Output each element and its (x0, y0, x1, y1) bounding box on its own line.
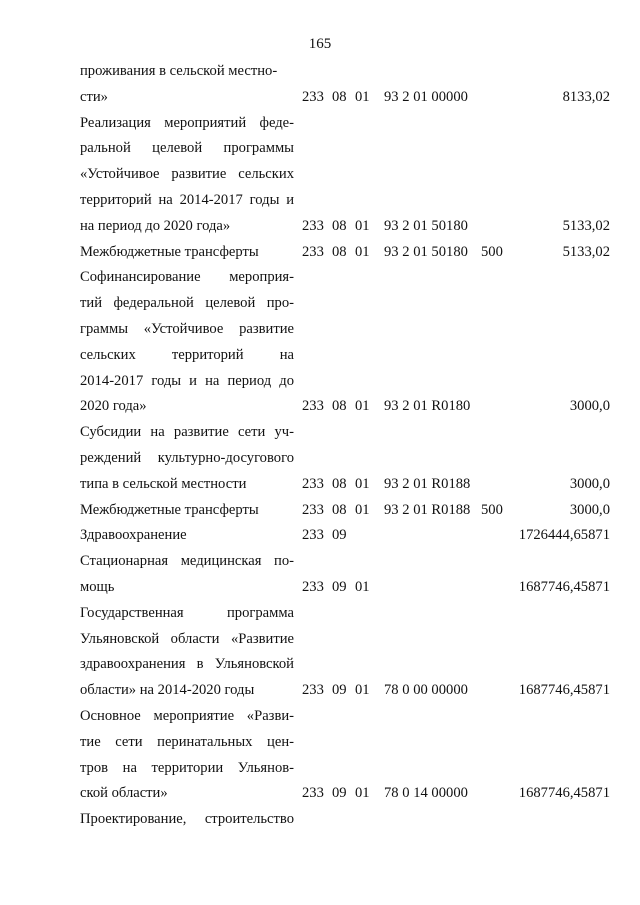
table-row (0, 549, 640, 575)
item-name-text: области» на 2014-2020 годы (80, 682, 255, 699)
ministry-code: 233 (302, 578, 324, 595)
table-row (0, 756, 640, 782)
amount: 1687746,45871 (518, 785, 610, 802)
ministry-code: 233 (302, 527, 324, 544)
item-name-text: «Устойчивое развитие сельских (80, 166, 294, 183)
table-row (0, 652, 640, 678)
section-code: 09 (332, 682, 347, 699)
item-name-text: тий федеральной целевой про- (80, 295, 294, 312)
item-name-text: Софинансирование мероприя- (80, 269, 294, 286)
table-row (0, 85, 640, 111)
item-name-text: ской области» (80, 785, 168, 802)
section-code: 08 (332, 217, 347, 234)
amount: 1687746,45871 (518, 578, 610, 595)
target-article-code: 78 0 14 00000 (384, 785, 468, 802)
target-article-code: 93 2 01 50180 (384, 217, 468, 234)
table-row (0, 188, 640, 214)
table-row (0, 704, 640, 730)
item-name-text: 2020 года» (80, 398, 147, 415)
subsection-code: 01 (355, 578, 370, 595)
item-name-text: типа в сельской местности (80, 475, 247, 492)
item-name-text: сти» (80, 88, 108, 105)
target-article-code: 78 0 00 00000 (384, 682, 468, 699)
item-name-text: мощь (80, 578, 115, 595)
item-name-text: граммы «Устойчивое развитие (80, 320, 294, 337)
item-name-text: Основное мероприятие «Разви- (80, 707, 294, 724)
subsection-code: 01 (355, 475, 370, 492)
table-row (0, 575, 640, 601)
table-row (0, 498, 640, 524)
subsection-code: 01 (355, 785, 370, 802)
subsection-code: 01 (355, 398, 370, 415)
item-name-text: Межбюджетные трансферты (80, 243, 259, 260)
expense-type-code: 500 (481, 501, 503, 518)
table-row (0, 781, 640, 807)
item-name-text: тров на территории Ульянов- (80, 759, 294, 776)
table-row (0, 343, 640, 369)
item-name-text: на период до 2020 года» (80, 217, 231, 234)
subsection-code: 01 (355, 243, 370, 260)
table-row (0, 369, 640, 395)
ministry-code: 233 (302, 785, 324, 802)
amount: 5133,02 (562, 217, 610, 234)
table-row (0, 627, 640, 653)
table-row (0, 394, 640, 420)
subsection-code: 01 (355, 501, 370, 518)
amount: 1726444,65871 (518, 527, 610, 544)
item-name-text: реждений культурно-досугового (80, 449, 294, 466)
item-name-text: Реализация мероприятий феде- (80, 114, 294, 131)
table-row (0, 59, 640, 85)
amount: 1687746,45871 (518, 682, 610, 699)
item-name-text: Здравоохранение (80, 527, 187, 544)
item-name-text: ральной целевой программы (80, 140, 294, 157)
table-row (0, 420, 640, 446)
section-code: 08 (332, 398, 347, 415)
table-row (0, 291, 640, 317)
expense-type-code: 500 (481, 243, 503, 260)
table-row (0, 317, 640, 343)
table-row (0, 136, 640, 162)
table-row (0, 678, 640, 704)
amount: 5133,02 (562, 243, 610, 260)
item-name-text: здравоохранения в Ульяновской (80, 656, 294, 673)
amount: 3000,0 (569, 475, 610, 492)
table-row (0, 162, 640, 188)
section-code: 09 (332, 527, 347, 544)
section-code: 09 (332, 578, 347, 595)
item-name-text: Ульяновской области «Развитие (80, 630, 294, 647)
page-number: 165 (308, 36, 332, 52)
table-row (0, 214, 640, 240)
ministry-code: 233 (302, 682, 324, 699)
item-name-text: Проектирование, строительство (80, 811, 294, 828)
table-row (0, 523, 640, 549)
target-article-code: 93 2 01 50180 (384, 243, 468, 260)
ministry-code: 233 (302, 398, 324, 415)
item-name-text: Межбюджетные трансферты (80, 501, 259, 518)
target-article-code: 93 2 01 R0180 (384, 398, 471, 415)
ministry-code: 233 (302, 475, 324, 492)
table-row (0, 265, 640, 291)
subsection-code: 01 (355, 217, 370, 234)
item-name-text: сельских территорий на (80, 346, 294, 363)
amount: 3000,0 (569, 398, 610, 415)
section-code: 09 (332, 785, 347, 802)
budget-table (0, 59, 640, 833)
ministry-code: 233 (302, 217, 324, 234)
item-name-text: Субсидии на развитие сети уч- (80, 424, 294, 441)
section-code: 08 (332, 243, 347, 260)
section-code: 08 (332, 88, 347, 105)
table-row (0, 730, 640, 756)
item-name-text: проживания в сельской местно- (80, 63, 278, 79)
item-name-text: Государственная программа (80, 604, 294, 621)
table-row (0, 446, 640, 472)
table-row (0, 111, 640, 137)
ministry-code: 233 (302, 243, 324, 260)
item-name-text: 2014-2017 годы и на период до (80, 372, 294, 389)
subsection-code: 01 (355, 682, 370, 699)
ministry-code: 233 (302, 501, 324, 518)
table-row (0, 601, 640, 627)
item-name-text: тие сети перинатальных цен- (80, 733, 294, 750)
table-row (0, 472, 640, 498)
amount: 3000,0 (569, 501, 610, 518)
table-row (0, 240, 640, 266)
target-article-code: 93 2 01 R0188 (384, 475, 471, 492)
item-name-text: Стационарная медицинская по- (80, 553, 294, 570)
table-row (0, 807, 640, 833)
section-code: 08 (332, 501, 347, 518)
target-article-code: 93 2 01 00000 (384, 88, 468, 105)
item-name-text: территорий на 2014-2017 годы и (80, 191, 294, 208)
section-code: 08 (332, 475, 347, 492)
amount: 8133,02 (562, 88, 610, 105)
ministry-code: 233 (302, 88, 324, 105)
subsection-code: 01 (355, 88, 370, 105)
target-article-code: 93 2 01 R0188 (384, 501, 471, 518)
